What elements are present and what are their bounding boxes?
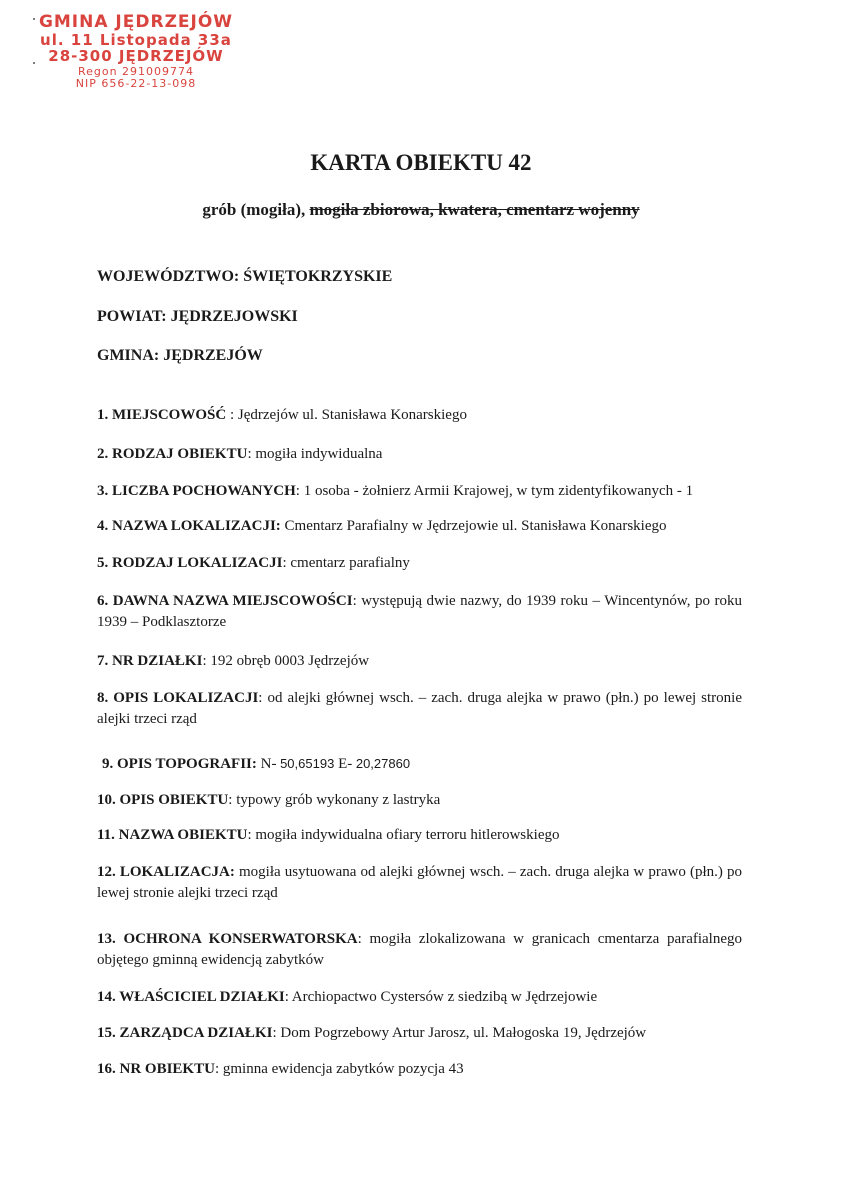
field-object-description [97, 790, 742, 811]
field-label: 15. ZARZĄDCA DZIAŁKI [97, 1025, 273, 1041]
county-line: POWIAT: JĘDRZEJOWSKI [97, 308, 298, 325]
field-object-type [97, 444, 742, 465]
field-plot-number [97, 651, 742, 672]
field-topography [102, 753, 747, 775]
field-number-buried [97, 481, 742, 502]
stamp-line: GMINA JĘDRZEJÓW [38, 12, 234, 32]
stamp-line: ul. 11 Listopada 33a [40, 31, 232, 49]
field-location-type [97, 553, 742, 574]
field-value: : cmentarz parafialny [282, 555, 410, 571]
field-value: : mogiła indywidualna ofiary terroru hitlerowskiego [247, 827, 560, 843]
field-locality [97, 405, 742, 426]
coordinate-north: 50,65193 [276, 756, 335, 771]
field-value: mogiła usytuowana od alejki głównej wsch. – zach. druga alejka w prawo (płn.) po lewej stronie alejki trzeci rząd [97, 864, 742, 901]
field-location-description [97, 688, 742, 730]
field-label: 6. DAWNA NAZWA MIEJSCOWOŚCI [97, 593, 353, 609]
field-value: : mogiła zlokalizowana w granicach cmentarza parafialnego objętego gminną ewidencją zabytków [97, 931, 742, 968]
stamp-line: NIP 656-22-13-098 [75, 77, 197, 90]
field-label: 4. NAZWA LOKALIZACJI: [97, 518, 281, 534]
voivodeship-line: WOJEWÓDZTWO: ŚWIĘTOKRZYSKIE [97, 268, 393, 285]
field-value: : Jędrzejów ul. Stanisława Konarskiego [226, 407, 467, 423]
field-value: : od alejki głównej wsch. – zach. druga alejka w prawo (płn.) po lewej stronie alejki trzeci rząd [97, 690, 742, 727]
field-label: 10. OPIS OBIEKTU [97, 792, 229, 808]
field-value: : typowy grób wykonany z lastryka [228, 792, 441, 808]
scan-speck [33, 18, 35, 20]
field-label: 3. LICZBA POCHOWANYCH [97, 483, 296, 499]
field-value: : mogiła indywidualna [247, 446, 383, 462]
field-object-number [97, 1059, 742, 1080]
field-value: Cmentarz Parafialny w Jędrzejowie ul. Stanisława Konarskiego [280, 518, 667, 534]
field-plot-owner [97, 987, 742, 1008]
scan-speck [33, 62, 35, 64]
document-title: KARTA OBIEKTU 42 [310, 150, 532, 175]
municipality-stamp [38, 14, 234, 89]
field-label: 9. OPIS TOPOGRAFII: [102, 756, 257, 772]
field-label: 11. NAZWA OBIEKTU [97, 827, 248, 843]
field-label: 14. WŁAŚCICIEL DZIAŁKI [97, 989, 285, 1005]
field-location-name [97, 516, 742, 537]
field-conservation [97, 929, 742, 971]
stamp-line: Regon 291009774 [77, 65, 195, 78]
field-label: 16. NR OBIEKTU [97, 1061, 215, 1077]
object-type-kept: grób (mogiła), [202, 200, 306, 219]
field-object-name [97, 825, 742, 846]
field-former-name [97, 591, 742, 633]
field-value: : 1 osoba - żołnierz Armii Krajowej, w tym zidentyfikowanych - 1 [295, 483, 694, 499]
field-value: : 192 obręb 0003 Jędrzejów [202, 653, 370, 669]
field-label: 8. OPIS LOKALIZACJI [97, 690, 259, 706]
field-plot-administrator [97, 1023, 742, 1044]
object-type-line [0, 200, 842, 220]
field-value: : Dom Pogrzebowy Artur Jarosz, ul. Małogoska 19, Jędrzejów [272, 1025, 647, 1041]
field-label: 12. LOKALIZACJA: [97, 864, 235, 880]
field-label: 7. NR DZIAŁKI [97, 653, 203, 669]
field-label: 5. RODZAJ LOKALIZACJI [97, 555, 283, 571]
coordinate-e-prefix: E- [334, 756, 353, 772]
field-value: : gminna ewidencja zabytków pozycja 43 [214, 1061, 464, 1077]
coordinate-east: 20,27860 [352, 756, 411, 771]
field-value: : występują dwie nazwy, do 1939 roku – Wincentynów, po roku 1939 – Podklasztorze [97, 593, 743, 630]
field-label: 1. MIEJSCOWOŚĆ [97, 407, 227, 423]
field-value: : Archiopactwo Cystersów z siedzibą w Jędrzejowie [284, 989, 598, 1005]
stamp-line: 28-300 JĘDRZEJÓW [48, 47, 224, 65]
object-type-struck: mogiła zbiorowa, kwatera, cmentarz wojenny [309, 200, 640, 219]
field-label: 13. OCHRONA KONSERWATORSKA [97, 931, 358, 947]
field-location [97, 862, 742, 904]
coordinate-n-prefix: N- [256, 756, 277, 772]
commune-line: GMINA: JĘDRZEJÓW [97, 347, 263, 364]
field-label: 2. RODZAJ OBIEKTU [97, 446, 248, 462]
